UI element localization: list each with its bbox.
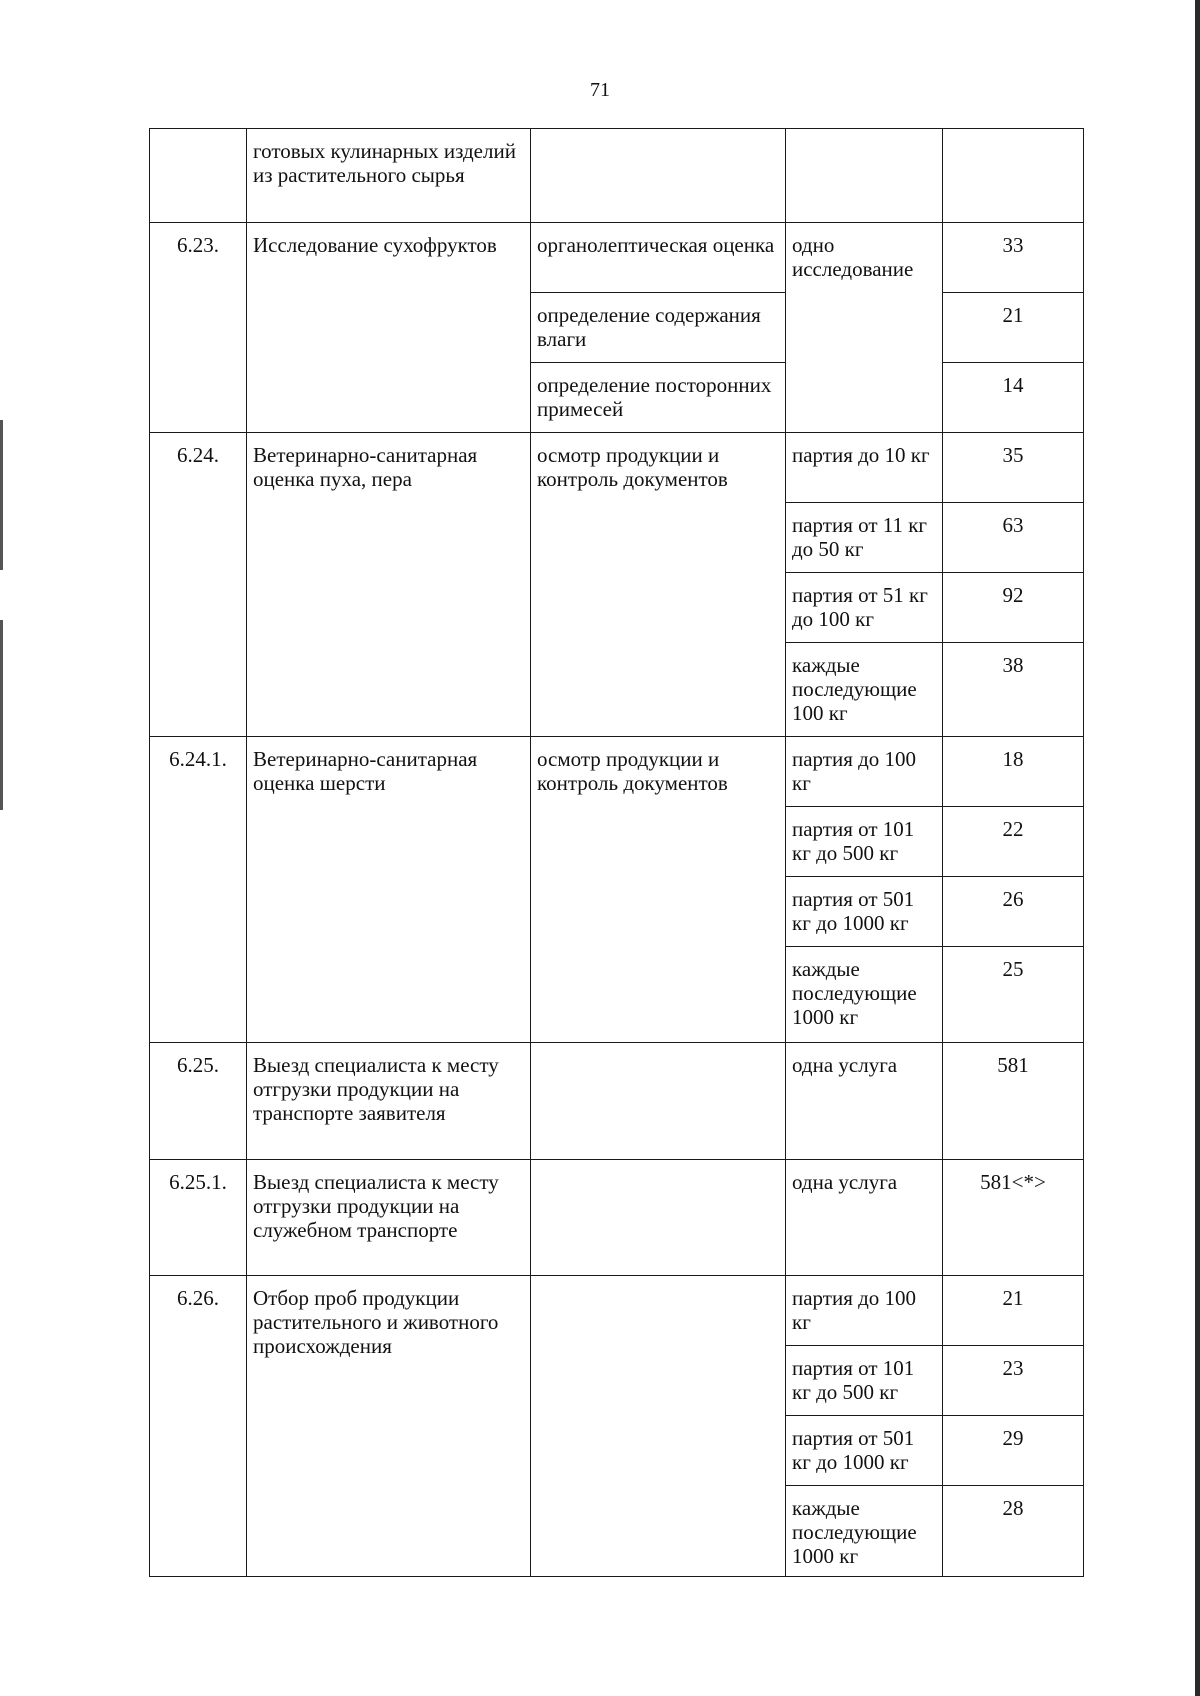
cell-price: 25 bbox=[943, 947, 1084, 1043]
cell-price: 22 bbox=[943, 807, 1084, 877]
cell-unit: одна услуга bbox=[786, 1043, 943, 1160]
cell-method bbox=[531, 1160, 786, 1276]
cell-price: 581 bbox=[943, 1043, 1084, 1160]
table-row bbox=[150, 1160, 1084, 1276]
cell-unit: партия до 100 кг bbox=[786, 737, 943, 807]
table-row bbox=[150, 737, 1084, 807]
cell-unit: партия от 501 кг до 1000 кг bbox=[786, 1416, 943, 1486]
cell-name: Выезд специалиста к месту отгрузки продукции на транспорте заявителя bbox=[247, 1043, 531, 1160]
cell-num bbox=[150, 129, 247, 223]
cell-price: 33 bbox=[943, 223, 1084, 293]
cell-method: осмотр продукции и контроль документов bbox=[531, 737, 786, 1043]
cell-unit: партия от 101 кг до 500 кг bbox=[786, 1346, 943, 1416]
cell-method bbox=[531, 1276, 786, 1577]
cell-unit: партия от 51 кг до 100 кг bbox=[786, 573, 943, 643]
table-row bbox=[150, 1043, 1084, 1160]
cell-unit: одна услуга bbox=[786, 1160, 943, 1276]
scan-edge bbox=[1195, 0, 1200, 1696]
cell-unit: каждые последующие 100 кг bbox=[786, 643, 943, 737]
cell-unit: каждые последующие 1000 кг bbox=[786, 947, 943, 1043]
cell-unit: партия от 501 кг до 1000 кг bbox=[786, 877, 943, 947]
cell-unit: партия от 101 кг до 500 кг bbox=[786, 807, 943, 877]
cell-method: органолептическая оценка bbox=[531, 223, 786, 293]
cell-name: Отбор проб продукции растительного и животного происхождения bbox=[247, 1276, 531, 1577]
cell-price: 14 bbox=[943, 363, 1084, 433]
cell-num: 6.26. bbox=[150, 1276, 247, 1577]
cell-method: определение содержания влаги bbox=[531, 293, 786, 363]
cell-name: Ветеринарно-санитарная оценка пуха, пера bbox=[247, 433, 531, 737]
cell-num: 6.24.1. bbox=[150, 737, 247, 1043]
cell-name: Исследование сухофруктов bbox=[247, 223, 531, 433]
cell-price: 28 bbox=[943, 1486, 1084, 1577]
page-number: 71 bbox=[590, 79, 610, 101]
cell-num: 6.25.1. bbox=[150, 1160, 247, 1276]
cell-price: 38 bbox=[943, 643, 1084, 737]
cell-unit: партия от 11 кг до 50 кг bbox=[786, 503, 943, 573]
cell-unit: каждые последующие 1000 кг bbox=[786, 1486, 943, 1577]
cell-method bbox=[531, 129, 786, 223]
table-row bbox=[150, 223, 1084, 293]
cell-method: определение посторонних примесей bbox=[531, 363, 786, 433]
cell-num: 6.23. bbox=[150, 223, 247, 433]
cell-unit: одно исследование bbox=[786, 223, 943, 433]
fee-table bbox=[149, 128, 1084, 1577]
cell-name: Выезд специалиста к месту отгрузки продукции на служебном транспорте bbox=[247, 1160, 531, 1276]
cell-price: 581<*> bbox=[943, 1160, 1084, 1276]
cell-unit: партия до 100 кг bbox=[786, 1276, 943, 1346]
table-row-continuation bbox=[150, 129, 1084, 223]
cell-method: осмотр продукции и контроль документов bbox=[531, 433, 786, 737]
cell-price: 18 bbox=[943, 737, 1084, 807]
cell-price: 29 bbox=[943, 1416, 1084, 1486]
cell-num: 6.24. bbox=[150, 433, 247, 737]
table-row bbox=[150, 1276, 1084, 1346]
cell-price bbox=[943, 129, 1084, 223]
cell-price: 92 bbox=[943, 573, 1084, 643]
cell-name: готовых кулинарных изделий из растительного сырья bbox=[247, 129, 531, 223]
cell-price: 26 bbox=[943, 877, 1084, 947]
cell-price: 21 bbox=[943, 293, 1084, 363]
cell-price: 21 bbox=[943, 1276, 1084, 1346]
cell-method bbox=[531, 1043, 786, 1160]
table-row bbox=[150, 433, 1084, 503]
scan-left-mark bbox=[0, 620, 3, 810]
cell-num: 6.25. bbox=[150, 1043, 247, 1160]
scan-left-mark bbox=[0, 420, 3, 570]
cell-price: 23 bbox=[943, 1346, 1084, 1416]
cell-price: 63 bbox=[943, 503, 1084, 573]
cell-price: 35 bbox=[943, 433, 1084, 503]
cell-unit bbox=[786, 129, 943, 223]
cell-unit: партия до 10 кг bbox=[786, 433, 943, 503]
cell-name: Ветеринарно-санитарная оценка шерсти bbox=[247, 737, 531, 1043]
